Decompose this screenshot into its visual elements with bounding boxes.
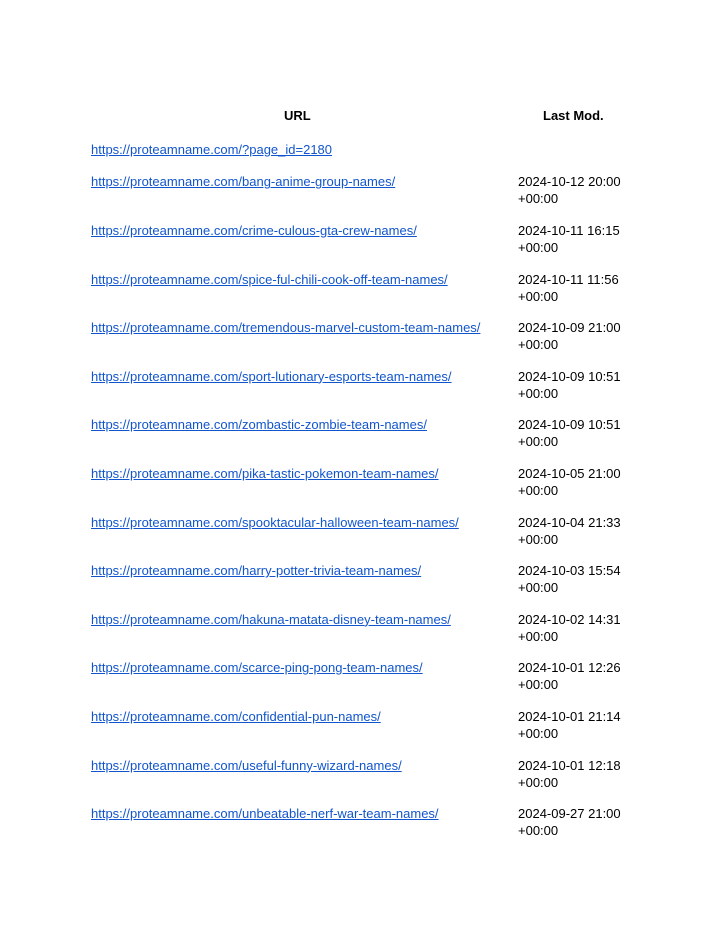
last-mod-value: 2024-10-09 10:51 +00:00 <box>518 417 621 450</box>
url-link[interactable]: https://proteamname.com/tremendous-marvel-custom-team-names/ <box>91 320 481 336</box>
last-mod-value: 2024-10-11 16:15 +00:00 <box>518 222 620 255</box>
table-row <box>0 222 720 271</box>
table-row <box>0 757 720 806</box>
url-link[interactable]: https://proteamname.com/zombastic-zombie-team-names/ <box>91 417 427 433</box>
table-row <box>0 319 720 368</box>
table-header <box>0 108 720 126</box>
table-row <box>0 271 720 320</box>
table-row <box>0 368 720 417</box>
last-mod-value: 2024-10-04 21:33 +00:00 <box>518 514 621 547</box>
url-link[interactable]: https://proteamname.com/unbeatable-nerf-war-team-names/ <box>91 806 439 822</box>
table-row <box>0 611 720 660</box>
table-row <box>0 659 720 708</box>
url-link[interactable]: https://proteamname.com/crime-culous-gta-crew-names/ <box>91 222 417 238</box>
table-row <box>0 708 720 757</box>
url-column-header: URL <box>284 108 311 123</box>
url-link[interactable]: https://proteamname.com/pika-tastic-pokemon-team-names/ <box>91 465 439 481</box>
table-row <box>0 805 720 854</box>
url-link[interactable]: https://proteamname.com/?page_id=2180 <box>91 142 333 157</box>
last-mod-value: 2024-10-11 11:56 +00:00 <box>518 271 619 304</box>
last-mod-value: 2024-10-09 10:51 +00:00 <box>518 368 621 401</box>
url-link[interactable]: https://proteamname.com/spice-ful-chili-cook-off-team-names/ <box>91 271 448 287</box>
last-mod-value: 2024-10-01 21:14 +00:00 <box>518 708 621 741</box>
sitemap-table <box>0 141 720 854</box>
last-mod-value: 2024-10-05 21:00 +00:00 <box>518 465 621 498</box>
table-row <box>0 514 720 563</box>
table-row <box>0 562 720 611</box>
last-mod-column-header: Last Mod. <box>543 108 604 123</box>
last-mod-value: 2024-10-02 14:31 +00:00 <box>518 611 621 644</box>
url-link[interactable]: https://proteamname.com/hakuna-matata-disney-team-names/ <box>91 611 451 627</box>
table-row <box>0 465 720 514</box>
last-mod-value: 2024-10-03 15:54 +00:00 <box>518 563 621 596</box>
last-mod-value: 2024-10-12 20:00 +00:00 <box>518 174 621 207</box>
url-link[interactable]: https://proteamname.com/sport-lutionary-esports-team-names/ <box>91 368 452 384</box>
url-link[interactable]: https://proteamname.com/spooktacular-halloween-team-names/ <box>91 514 459 530</box>
last-mod-value: 2024-10-01 12:18 +00:00 <box>518 757 621 790</box>
url-link[interactable]: https://proteamname.com/scarce-ping-pong-team-names/ <box>91 660 423 676</box>
url-link[interactable]: https://proteamname.com/harry-potter-trivia-team-names/ <box>91 563 422 579</box>
last-mod-value: 2024-10-09 21:00 +00:00 <box>518 320 621 353</box>
table-row <box>0 416 720 465</box>
url-link[interactable]: https://proteamname.com/useful-funny-wizard-names/ <box>91 757 402 773</box>
url-link[interactable]: https://proteamname.com/bang-anime-group-names/ <box>91 174 396 190</box>
url-link[interactable]: https://proteamname.com/confidential-pun-names/ <box>91 708 381 724</box>
table-row <box>0 141 720 173</box>
last-mod-value: 2024-10-01 12:26 +00:00 <box>518 660 621 693</box>
last-mod-value: 2024-09-27 21:00 +00:00 <box>518 806 621 839</box>
table-row <box>0 173 720 222</box>
